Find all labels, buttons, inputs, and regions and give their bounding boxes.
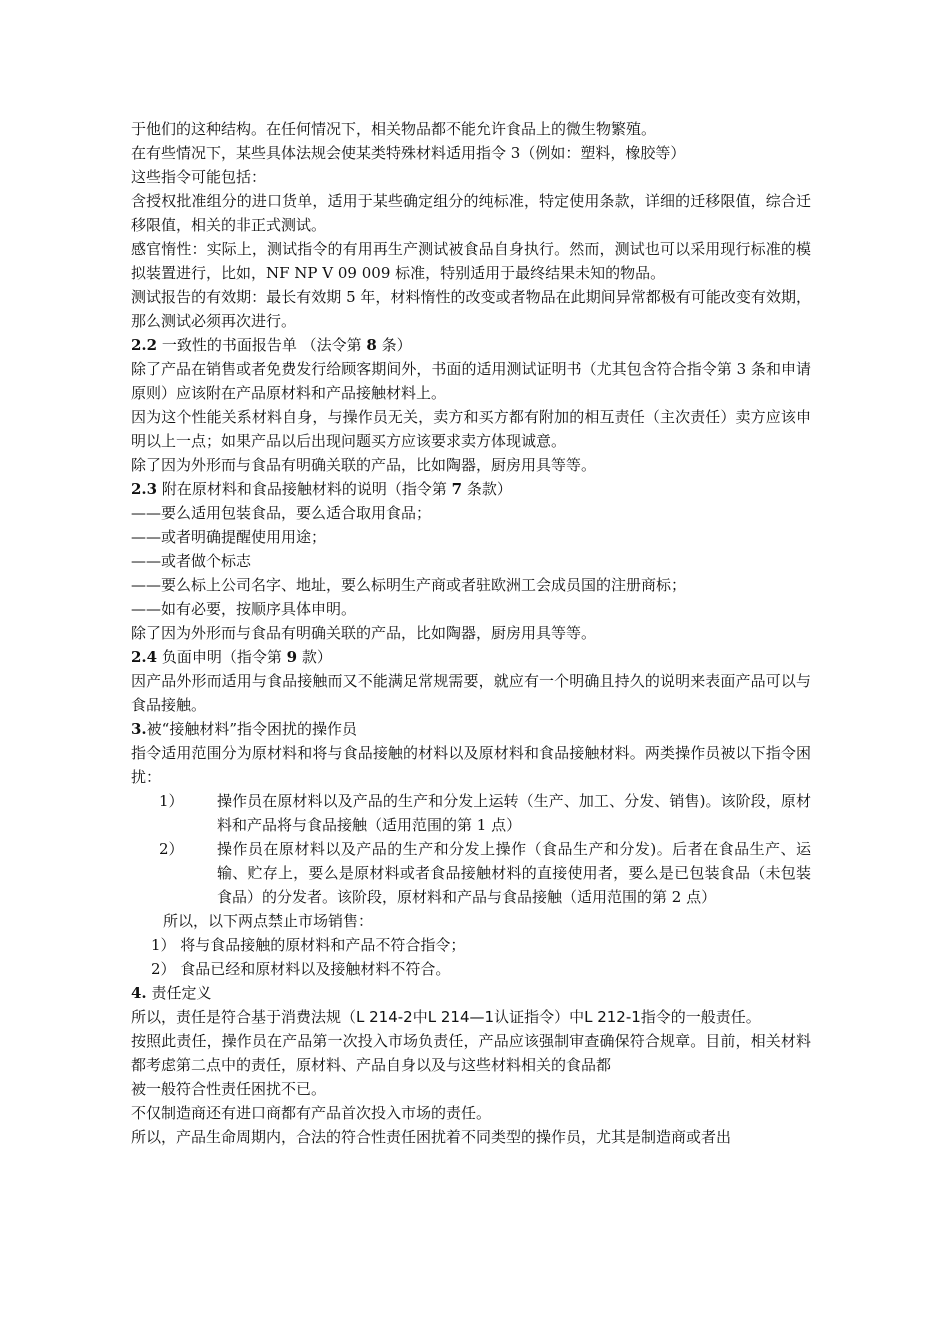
paragraph: 按照此责任，操作员在产品第一次投入市场负责任，产品应该强制审查确保符合规章。目前，相关材料都考虑第二点中的责任，原材料、产品自身以及与这些材料相关的食品都 [131, 1032, 811, 1074]
paragraph: 除了因为外形而与食品有明确关联的产品，比如陶器，厨房用具等等。 [131, 624, 597, 642]
heading-number: 8 [366, 336, 377, 354]
paragraph: 于他们的这种结构。在任何情况下，相关物品都不能允许食品上的微生物繁殖。 [131, 120, 657, 138]
paragraph: 测试报告的有效期：最长有效期 5 年，材料惰性的改变或者物品在此期间异常都极有可能改变有效期，那么测试必须再次进行。 [131, 288, 811, 330]
item-text: 操作员在原材料以及产品的生产和分发上操作（食品生产和分发)。后者在食品生产、运输、贮存上，要么是原材料或者食品接触材料的直接使用者，要么是已包装食品（未包装食品）的分发者。该阶段，原材料和产品与食品接触（适用范围的第 2 点） [217, 840, 811, 906]
numbered-item [131, 837, 811, 909]
dash-item: ——或者做个标志 [131, 552, 252, 570]
paragraph: 不仅制造商还有进口商都有产品首次投入市场的责任。 [131, 1104, 492, 1122]
heading-text: 负面申明（指令第 [157, 648, 287, 666]
heading-number: 9 [286, 648, 298, 666]
paragraph: 这些指令可能包括： [131, 168, 267, 186]
heading-text: 条） [376, 336, 412, 354]
heading-text: 被“接触材料”指令困扰的操作员 [146, 720, 358, 738]
paragraph: 含授权批准组分的进口货单，适用于某些确定组分的纯标准，特定使用条款，详细的迁移限值，综合迁移限值，相关的非正式测试。 [131, 192, 811, 234]
paragraph: 感官惰性：实际上，测试指令的有用再生产测试被食品自身执行。然而，测试也可以采用现行标准的模拟装置进行，比如，NF NP V 09 009 标准，特别适用于最终结果未知的物品。 [131, 240, 811, 282]
text-run: 认证指令）中 [494, 1008, 585, 1026]
section-heading-2-2 [131, 333, 811, 357]
document-body [131, 117, 811, 1149]
section-heading-4 [131, 981, 811, 1005]
section-number: 2.2 [131, 336, 158, 354]
paragraph: 被一般符合性责任困扰不已。 [131, 1080, 327, 1098]
numbered-item [131, 789, 811, 837]
law-ref: L 214-2 [356, 1008, 413, 1026]
law-ref: L 214—1 [427, 1008, 495, 1026]
item-number: 1） [159, 792, 184, 810]
paragraph: 所以，产品生命周期内，合法的符合性责任困扰着不同类型的操作员，尤其是制造商或者出 [131, 1128, 732, 1146]
heading-text: 附在原材料和食品接触材料的说明（指令第 [157, 480, 452, 498]
dash-item: ——要么标上公司名字、地址，要么标明生产商或者驻欧洲工会成员国的注册商标； [131, 576, 687, 594]
paragraph: 除了因为外形而与食品有明确关联的产品，比如陶器，厨房用具等等。 [131, 456, 597, 474]
section-number: 3. [131, 720, 147, 738]
section-number: 2.3 [131, 480, 158, 498]
section-number: 2.4 [131, 648, 158, 666]
item-number: 2） [159, 840, 184, 858]
section-number: 4. [131, 984, 147, 1002]
text-run: 指令的一般责任。 [640, 1008, 761, 1026]
paragraph: 所以，以下两点禁止市场销售： [163, 912, 374, 930]
dash-item: ——如有必要，按顺序具体申明。 [131, 600, 357, 618]
paragraph: 因产品外形而适用与食品接触而又不能满足常规需要，就应有一个明确且持久的说明来表面产品可以与食品接触。 [131, 672, 811, 714]
dash-item: ——要么适用包装食品，要么适合取用食品； [131, 504, 432, 522]
law-ref: L 212-1 [584, 1008, 641, 1026]
heading-text: 责任定义 [146, 984, 212, 1002]
dash-item: ——或者明确提醒使用用途； [131, 528, 327, 546]
sub-item: 1） 将与食品接触的原材料和产品不符合指令； [151, 936, 466, 954]
paragraph: 除了产品在销售或者免费发行给顾客期间外，书面的适用测试证明书（尤其包含符合指令第 3 条和申请原则）应该附在产品原材料和产品接触材料上。 [131, 360, 811, 402]
sub-item: 2） 食品已经和原材料以及接触材料不符合。 [151, 960, 451, 978]
heading-text: 款） [297, 648, 332, 666]
section-heading-2-4 [131, 645, 811, 669]
section-heading-2-3 [131, 477, 811, 501]
heading-number: 7 [451, 480, 463, 498]
heading-text: 一致性的书面报告单 （法令第 [157, 336, 367, 354]
paragraph: 因为这个性能关系材料自身，与操作员无关，卖方和买方都有附加的相互责任（主次责任）卖方应该申明以上一点；如果产品以后出现问题买方应该要求卖方体现诚意。 [131, 408, 811, 450]
paragraph: 指令适用范围分为原材料和将与食品接触的材料以及原材料和食品接触材料。两类操作员被以下指令困扰： [131, 744, 811, 786]
section-heading-3 [131, 717, 811, 741]
text-run: 中 [412, 1008, 428, 1026]
text-run: 所以，责任是符合基于消费法规（ [131, 1008, 357, 1026]
paragraph [131, 1005, 811, 1029]
paragraph: 在有些情况下，某些具体法规会使某类特殊材料适用指令 3（例如：塑料，橡胶等） [131, 144, 686, 162]
heading-text: 条款） [462, 480, 512, 498]
item-text: 操作员在原材料以及产品的生产和分发上运转（生产、加工、分发、销售)。该阶段，原材料和产品将与食品接触（适用范围的第 1 点） [217, 792, 811, 834]
